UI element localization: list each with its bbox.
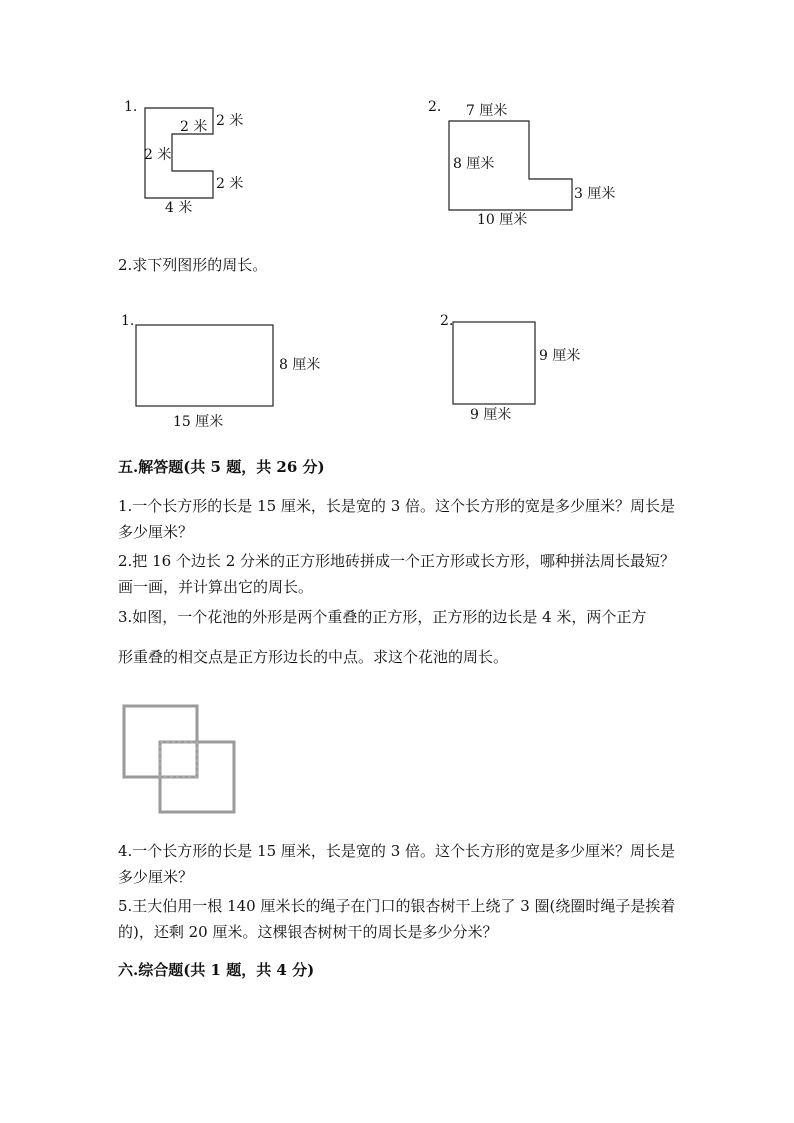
question-text: 4.一个长方形的长是 15 厘米，长是宽的 3 倍。这个长方形的宽是多少厘米？周长是多少厘米？ [118, 842, 676, 886]
question-heading: 2.求下列图形的周长。 [118, 256, 268, 274]
dimension-label: 2 米 [180, 119, 208, 135]
question-text: 1.一个长方形的长是 15 厘米，长是宽的 3 倍。这个长方形的宽是多少厘米？周长是多少厘米？ [118, 497, 676, 541]
dimension-label: 7 厘米 [466, 103, 508, 119]
question-text: 5.王大伯用一根 140 厘米长的绳子在门口的银杏树干上绕了 3 圈(绕圈时绳子是挨着的)，还剩 20 厘米。这棵银杏树树干的周长是多少分米？ [118, 897, 676, 941]
question-text: 形重叠的相交点是正方形边长的中点。求这个花池的周长。 [118, 648, 509, 666]
dimension-label: 15 厘米 [173, 414, 224, 430]
figure-number: 2. [440, 313, 454, 329]
dimension-label: 9 厘米 [470, 407, 512, 423]
dimension-label: 2 米 [216, 113, 244, 129]
dimension-label: 2 米 [144, 147, 172, 163]
dimension-label: 9 厘米 [539, 348, 581, 364]
figure-number: 1. [121, 313, 135, 329]
section-title: 五.解答题(共 5 题，共 26 分) [118, 458, 325, 476]
figure-number: 2. [428, 99, 442, 115]
dimension-label: 2 米 [216, 176, 244, 192]
dimension-label: 4 米 [165, 200, 193, 216]
section-title: 六.综合题(共 1 题，共 4 分) [118, 961, 315, 979]
dimension-label: 8 厘米 [279, 357, 321, 373]
dimension-label: 10 厘米 [477, 212, 528, 228]
square-figure [453, 322, 535, 404]
figure-number: 1. [124, 99, 138, 115]
question-text: 2.把 16 个边长 2 分米的正方形地砖拼成一个正方形或长方形，哪种拼法周长最短？画一画，并计算出它的周长。 [118, 552, 676, 596]
dimension-label: 8 厘米 [453, 156, 495, 172]
overlapping-squares-figure [124, 706, 234, 812]
question-text: 3.如图，一个花池的外形是两个重叠的正方形，正方形的边长是 4 米，两个正方 [118, 608, 647, 626]
dimension-label: 3 厘米 [574, 186, 616, 202]
rectangle-figure [136, 325, 273, 406]
